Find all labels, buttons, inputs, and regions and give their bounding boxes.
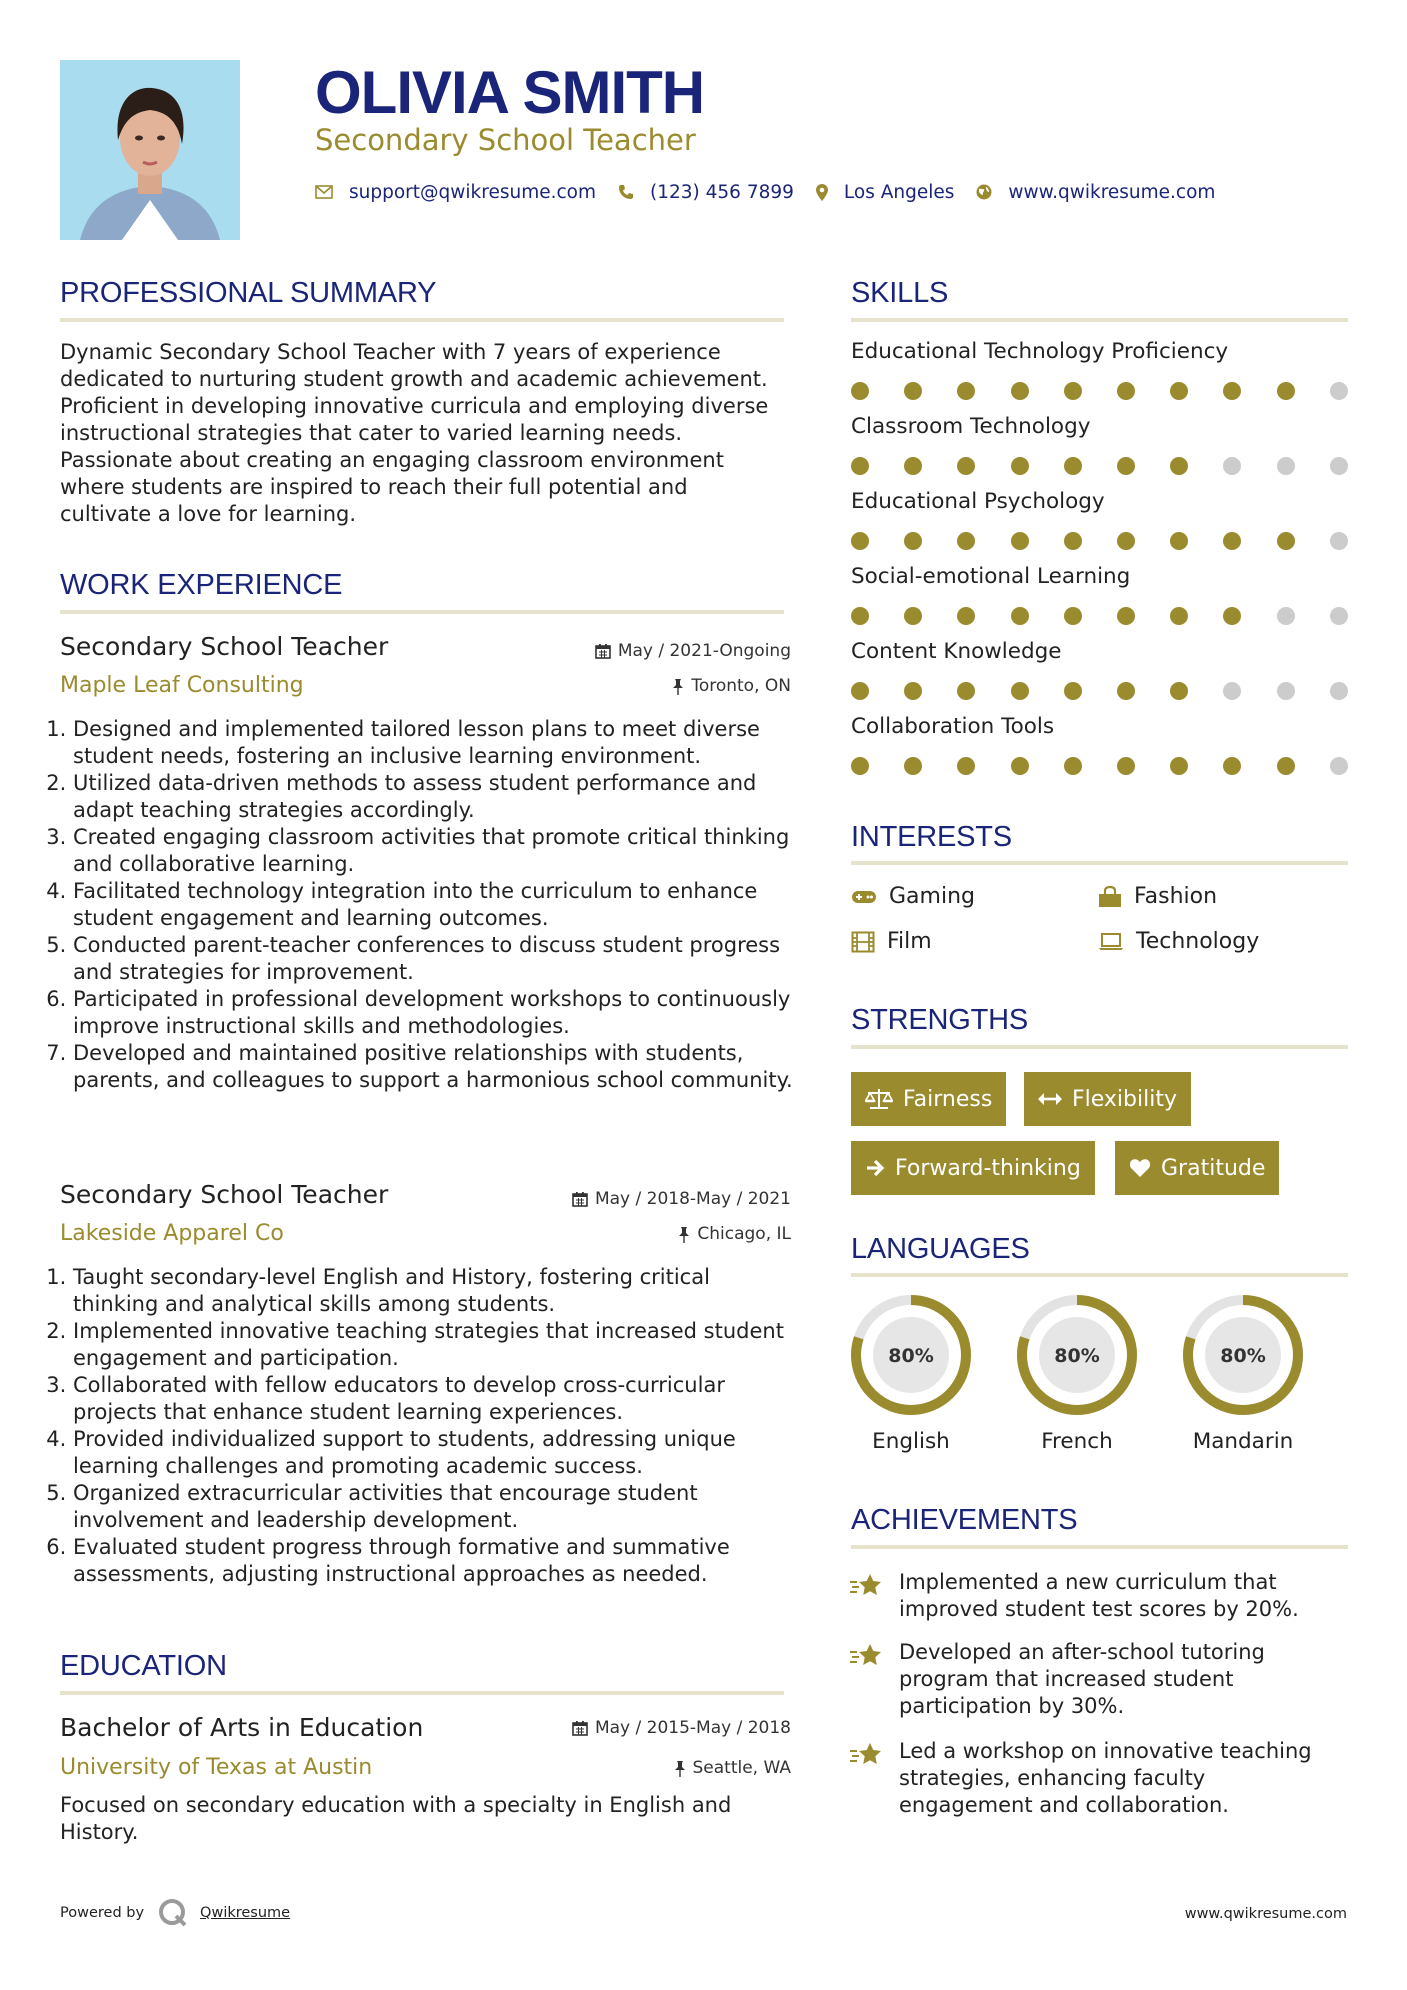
skill-dot-filled	[1170, 607, 1188, 625]
contact-bar	[315, 178, 1237, 206]
globe-icon	[976, 184, 992, 200]
skill-dot-filled	[904, 607, 922, 625]
language-name: English	[872, 1429, 950, 1454]
list-item: 3. Collaborated with fellow educators to develop cross-curricular projects that enhance student learning experiences.	[73, 1372, 795, 1426]
language-item	[1181, 1293, 1305, 1454]
job-location	[678, 1224, 791, 1244]
skill-dot-filled	[851, 382, 869, 400]
contact-phone[interactable]	[618, 182, 794, 203]
job-dates	[595, 641, 791, 661]
skill-dot-filled	[1064, 682, 1082, 700]
skill-dot-filled	[1223, 757, 1241, 775]
skill-dot-filled	[1277, 532, 1295, 550]
skill-dot-filled	[1064, 757, 1082, 775]
skill-dot-filled	[1064, 457, 1082, 475]
job-dates-text: May / 2018-May / 2021	[594, 1189, 791, 1209]
calendar-icon	[572, 1191, 588, 1207]
skill-dot-empty	[1277, 682, 1295, 700]
interests-heading: INTERESTS	[851, 821, 1012, 853]
interest-film	[851, 929, 932, 954]
list-item: 1. Designed and implemented tailored lesson plans to meet diverse student needs, fostering an inclusive learning environment.	[73, 716, 795, 770]
strengths-heading: STRENGTHS	[851, 1004, 1029, 1036]
degree-title: Bachelor of Arts in Education	[60, 1713, 424, 1742]
skill-dot-filled	[904, 532, 922, 550]
skill-dot-filled	[1064, 532, 1082, 550]
achievement-text: Developed an after-school tutoring program that increased student participation by 30%.	[899, 1640, 1265, 1718]
skill-dot-filled	[851, 757, 869, 775]
achievement-text: Led a workshop on innovative teaching strategies, enhancing faculty engagement and collaboration.	[899, 1739, 1312, 1817]
interest-label: Film	[887, 929, 932, 954]
skill-dot-filled	[1223, 532, 1241, 550]
phone-text: (123) 456 7899	[650, 181, 794, 203]
achievements-heading: ACHIEVEMENTS	[851, 1504, 1078, 1536]
skill-dot-filled	[851, 682, 869, 700]
education-divider	[60, 1691, 784, 1695]
strength-chip	[851, 1072, 1006, 1126]
skill-dot-filled	[1117, 607, 1135, 625]
list-item: 6. Participated in professional development workshops to continuously improve instructional skills and methodologies.	[73, 986, 795, 1040]
experience-divider	[60, 610, 784, 614]
envelope-icon	[315, 185, 333, 199]
contact-email[interactable]	[315, 182, 596, 203]
list-item: 4. Provided individualized support to students, addressing unique learning challenges and promoting academic success.	[73, 1426, 795, 1480]
summary-text: Dynamic Secondary School Teacher with 7 years of experience dedicated to nurturing student growth and academic achievement. Proficient in developing innovative curricula and employing diverse instructional strategies that cater to varied learning needs. Passionate about creating an engaging classroom environment where students are inspired to reach their full potential and cultivate a love for learning.	[60, 340, 769, 526]
skill-label: Content Knowledge	[851, 639, 1062, 664]
skill-dot-filled	[1011, 457, 1029, 475]
skill-dot-filled	[851, 532, 869, 550]
skill-dot-empty	[1277, 457, 1295, 475]
skill-label: Classroom Technology	[851, 414, 1091, 439]
skill-dot-filled	[1170, 382, 1188, 400]
location-text: Los Angeles	[843, 181, 955, 203]
skill-dot-filled	[1170, 757, 1188, 775]
laptop-icon	[1098, 933, 1124, 951]
map-pin-icon	[816, 184, 828, 201]
skill-dot-filled	[957, 757, 975, 775]
skill-dot-filled	[1223, 607, 1241, 625]
list-item: 5. Organized extracurricular activities that encourage student involvement and leadership development.	[73, 1480, 795, 1534]
skill-dot-filled	[904, 457, 922, 475]
shooting-star-icon	[849, 1742, 883, 1768]
achievement-item	[849, 1569, 1339, 1623]
education-description: Focused on secondary education with a specialty in English and History.	[60, 1793, 732, 1844]
summary-heading: PROFESSIONAL SUMMARY	[60, 277, 437, 309]
company-name: Maple Leaf Consulting	[60, 673, 304, 698]
skill-dot-filled	[1117, 757, 1135, 775]
skill-dot-filled	[1011, 532, 1029, 550]
footer-powered-by	[60, 1898, 290, 1928]
list-item: 1. Taught secondary-level English and History, fostering critical thinking and analytical skills among students.	[73, 1264, 795, 1318]
language-gauge	[1015, 1293, 1139, 1417]
skill-dot-filled	[957, 607, 975, 625]
skill-dot-filled	[1064, 382, 1082, 400]
interest-technology	[1098, 929, 1259, 954]
shopping-bag-icon	[1098, 886, 1122, 908]
language-percent: 80%	[888, 1345, 934, 1367]
email-text: support@qwikresume.com	[349, 181, 596, 203]
skill-dot-filled	[904, 382, 922, 400]
skill-dot-empty	[1330, 682, 1348, 700]
skill-dot-filled	[851, 607, 869, 625]
qwikresume-logo-icon	[158, 1898, 188, 1928]
footer-site[interactable]: www.qwikresume.com	[1184, 1906, 1347, 1922]
skill-dot-empty	[1330, 532, 1348, 550]
skill-dot-filled	[957, 457, 975, 475]
skill-dot-filled	[1117, 682, 1135, 700]
skill-dot-empty	[1277, 607, 1295, 625]
skill-dot-filled	[957, 682, 975, 700]
contact-website[interactable]	[976, 182, 1215, 203]
skill-label: Social-emotional Learning	[851, 564, 1131, 589]
list-item: 7. Developed and maintained positive relationships with students, parents, and colleagues to support a harmonious school community.	[73, 1040, 795, 1094]
education-dates	[572, 1718, 791, 1738]
gamepad-icon	[851, 889, 877, 905]
skill-dot-filled	[904, 682, 922, 700]
pushpin-icon	[678, 1226, 690, 1243]
school-name: University of Texas at Austin	[60, 1755, 373, 1780]
education-heading: EDUCATION	[60, 1650, 227, 1682]
strength-chip	[851, 1141, 1095, 1195]
skill-dot-filled	[1170, 532, 1188, 550]
job-title: Secondary School Teacher	[60, 632, 389, 661]
list-item: 2. Implemented innovative teaching strategies that increased student engagement and participation.	[73, 1318, 795, 1372]
skill-dot-filled	[1011, 607, 1029, 625]
skill-dot-filled	[904, 757, 922, 775]
interest-fashion	[1098, 884, 1217, 909]
interest-label: Technology	[1136, 929, 1260, 954]
list-item: 5. Conducted parent-teacher conferences to discuss student progress and strategies for improvement.	[73, 932, 795, 986]
arrow-right-icon	[865, 1159, 885, 1177]
skill-dot-filled	[1011, 682, 1029, 700]
list-item: 3. Created engaging classroom activities that promote critical thinking and collaborative learning.	[73, 824, 795, 878]
strength-label: Forward-thinking	[895, 1155, 1081, 1181]
candidate-title: Secondary School Teacher	[315, 123, 696, 157]
job-dates	[572, 1189, 791, 1209]
achievements-divider	[851, 1545, 1348, 1549]
skills-divider	[851, 318, 1348, 322]
job-location-text: Chicago, IL	[697, 1224, 791, 1244]
skills-heading: SKILLS	[851, 277, 949, 309]
pushpin-icon	[674, 1760, 686, 1777]
strength-label: Gratitude	[1161, 1155, 1266, 1181]
company-name: Lakeside Apparel Co	[60, 1221, 284, 1246]
education-dates-text: May / 2015-May / 2018	[594, 1718, 791, 1738]
powered-by-text: Powered by	[60, 1905, 145, 1921]
skill-dot-filled	[1117, 457, 1135, 475]
education-location	[674, 1758, 792, 1778]
strength-chip	[1115, 1141, 1279, 1195]
language-percent: 80%	[1054, 1345, 1100, 1367]
skill-dot-filled	[1277, 382, 1295, 400]
job-bullets	[55, 716, 795, 1094]
skill-dot-filled	[1170, 457, 1188, 475]
achievement-item	[849, 1738, 1339, 1819]
strengths-divider	[851, 1045, 1348, 1049]
skill-dot-filled	[1170, 682, 1188, 700]
list-item: 6. Evaluated student progress through formative and summative assessments, adjusting instructional approaches as needed.	[73, 1534, 795, 1588]
skill-dot-empty	[1330, 457, 1348, 475]
skill-dot-empty	[1330, 757, 1348, 775]
skill-dot-empty	[1330, 382, 1348, 400]
skill-dot-filled	[1064, 607, 1082, 625]
job-title: Secondary School Teacher	[60, 1180, 389, 1209]
skill-dot-filled	[957, 382, 975, 400]
website-text: www.qwikresume.com	[1008, 181, 1216, 203]
balance-scale-icon	[865, 1088, 893, 1110]
job-location	[672, 676, 791, 696]
interest-label: Gaming	[889, 884, 975, 909]
skill-dot-filled	[1277, 757, 1295, 775]
education-location-text: Seattle, WA	[692, 1758, 791, 1778]
language-item	[1015, 1293, 1139, 1454]
job-bullets	[55, 1264, 795, 1588]
strength-label: Fairness	[903, 1086, 993, 1112]
qwikresume-link[interactable]: Qwikresume	[200, 1905, 291, 1921]
interest-gaming	[851, 884, 975, 909]
horizontal-arrows-icon	[1038, 1092, 1062, 1106]
list-item: 2. Utilized data-driven methods to assess student performance and adapt teaching strategies accordingly.	[73, 770, 795, 824]
language-gauge	[849, 1293, 973, 1417]
shooting-star-icon	[849, 1573, 883, 1599]
skill-dot-empty	[1330, 607, 1348, 625]
achievement-item	[849, 1639, 1339, 1720]
language-name: Mandarin	[1192, 1429, 1294, 1454]
skill-label: Collaboration Tools	[851, 714, 1055, 739]
achievement-text: Implemented a new curriculum that improved student test scores by 20%.	[899, 1570, 1299, 1621]
skill-dot-filled	[1223, 382, 1241, 400]
languages-divider	[851, 1273, 1348, 1277]
profile-photo	[60, 60, 240, 240]
candidate-name: OLIVIA SMITH	[315, 59, 705, 126]
skill-label: Educational Psychology	[851, 489, 1105, 514]
strength-label: Flexibility	[1072, 1086, 1177, 1112]
skill-dot-empty	[1223, 682, 1241, 700]
calendar-icon	[595, 643, 611, 659]
skill-dot-filled	[1011, 757, 1029, 775]
language-item	[849, 1293, 973, 1454]
languages-heading: LANGUAGES	[851, 1233, 1030, 1265]
film-icon	[851, 931, 875, 953]
language-percent: 80%	[1220, 1345, 1266, 1367]
job-location-text: Toronto, ON	[691, 676, 791, 696]
contact-location	[816, 182, 955, 203]
job-dates-text: May / 2021-Ongoing	[617, 641, 791, 661]
skill-dot-filled	[1011, 382, 1029, 400]
skill-dot-filled	[851, 457, 869, 475]
list-item: 4. Facilitated technology integration into the curriculum to enhance student engagement and learning outcomes.	[73, 878, 795, 932]
strength-chip	[1024, 1072, 1191, 1126]
skill-label: Educational Technology Proficiency	[851, 339, 1229, 364]
interests-divider	[851, 861, 1348, 865]
shooting-star-icon	[849, 1643, 883, 1669]
skill-dot-filled	[957, 532, 975, 550]
heart-icon	[1129, 1158, 1151, 1178]
summary-divider	[60, 318, 784, 322]
phone-icon	[618, 184, 634, 200]
calendar-icon	[572, 1720, 588, 1736]
skill-dot-filled	[1117, 532, 1135, 550]
language-gauge	[1181, 1293, 1305, 1417]
skill-dot-empty	[1223, 457, 1241, 475]
pushpin-icon	[672, 678, 684, 695]
experience-heading: WORK EXPERIENCE	[60, 569, 343, 601]
language-name: French	[1041, 1429, 1113, 1454]
skill-dot-filled	[1117, 382, 1135, 400]
interest-label: Fashion	[1134, 884, 1218, 909]
